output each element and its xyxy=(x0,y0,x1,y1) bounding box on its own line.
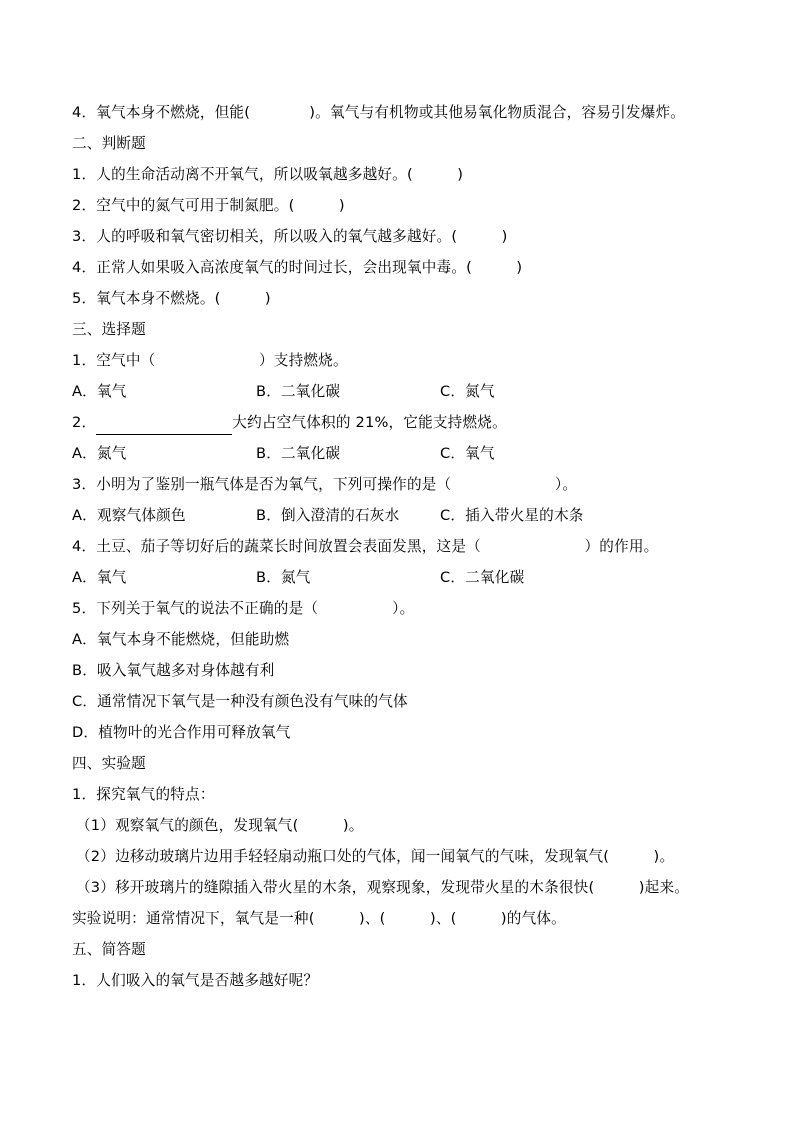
choice-q2-options xyxy=(72,442,722,466)
question-stem: 大约占空气体积的 21%，它能支持燃烧。 xyxy=(232,414,507,431)
judge-question-4: 4．正常人如果吸入高浓度氧气的时间过长，会出现氧中毒。( ) xyxy=(72,259,523,276)
option-a: A．氧气 xyxy=(72,569,127,586)
judge-question-2: 2．空气中的氮气可用于制氮肥。( ) xyxy=(72,197,345,214)
option-b: B．二氧化碳 xyxy=(256,445,341,462)
answer-blank xyxy=(96,414,232,435)
judge-question-3: 3．人的呼吸和氧气密切相关，所以吸入的氧气越多越好。( ) xyxy=(72,228,508,245)
short-answer-question-1: 1．人们吸入的氧气是否越多越好呢？ xyxy=(72,972,319,989)
experiment-step-3: （3）移开玻璃片的缝隙插入带火星的木条，观察现象，发现带火星的木条很快( )起来。 xyxy=(76,879,690,896)
section-title-experiment: 四、实验题 xyxy=(72,755,146,772)
choice-question-3: 3．小明为了鉴别一瓶气体是否为氧气，下列可操作的是（ ）。 xyxy=(72,476,578,493)
section-title-choice: 三、选择题 xyxy=(72,321,146,338)
choice-q5-option-d: D．植物叶的光合作用可释放氧气 xyxy=(72,724,291,741)
choice-q5-option-a: A．氧气本身不能燃烧，但能助燃 xyxy=(72,631,290,648)
choice-q1-options xyxy=(72,380,722,404)
judge-question-5: 5．氧气本身不燃烧。( ) xyxy=(72,290,271,307)
option-b: B．氮气 xyxy=(256,569,311,586)
choice-q4-options xyxy=(72,566,722,590)
experiment-step-1: （1）观察氧气的颜色，发现氧气( )。 xyxy=(76,817,364,834)
choice-q3-options xyxy=(72,504,722,528)
section-title-short-answer: 五、简答题 xyxy=(72,941,146,958)
fill-question-4: 4．氧气本身不燃烧，但能( )。氧气与有机物或其他易氧化物质混合，容易引发爆炸。 xyxy=(72,104,686,121)
option-a: A．氮气 xyxy=(72,445,127,462)
option-a: A．观察气体颜色 xyxy=(72,507,186,524)
option-b: B．倒入澄清的石灰水 xyxy=(256,507,400,524)
experiment-question-1: 1．探究氧气的特点： xyxy=(72,786,215,803)
option-b: B．二氧化碳 xyxy=(256,383,341,400)
option-c: C．插入带火星的木条 xyxy=(440,507,584,524)
choice-question-5: 5．下列关于氧气的说法不正确的是（ ）。 xyxy=(72,600,415,617)
option-c: C．氧气 xyxy=(440,445,495,462)
choice-q5-option-b: B．吸入氧气越多对身体越有利 xyxy=(72,662,275,679)
question-number: 2． xyxy=(72,414,97,431)
choice-question-1: 1．空气中（ ）支持燃烧。 xyxy=(72,352,348,369)
experiment-step-2: （2）边移动玻璃片边用手轻轻扇动瓶口处的气体，闻一闻氧气的气味，发现氧气( )。 xyxy=(76,848,675,865)
choice-q5-option-c: C．通常情况下氧气是一种没有颜色没有气味的气体 xyxy=(72,693,408,710)
choice-question-4: 4．土豆、茄子等切好后的蔬菜长时间放置会表面发黑，这是（ ）的作用。 xyxy=(72,538,659,555)
experiment-conclusion: 实验说明：通常情况下，氧气是一种( )、( )、( )的气体。 xyxy=(72,910,566,927)
option-c: C．二氧化碳 xyxy=(440,569,525,586)
choice-question-2 xyxy=(72,411,507,435)
option-c: C．氮气 xyxy=(440,383,495,400)
section-title-judgement: 二、判断题 xyxy=(72,135,146,152)
judge-question-1: 1．人的生命活动离不开氧气，所以吸氧越多越好。( ) xyxy=(72,166,464,183)
option-a: A．氧气 xyxy=(72,383,127,400)
